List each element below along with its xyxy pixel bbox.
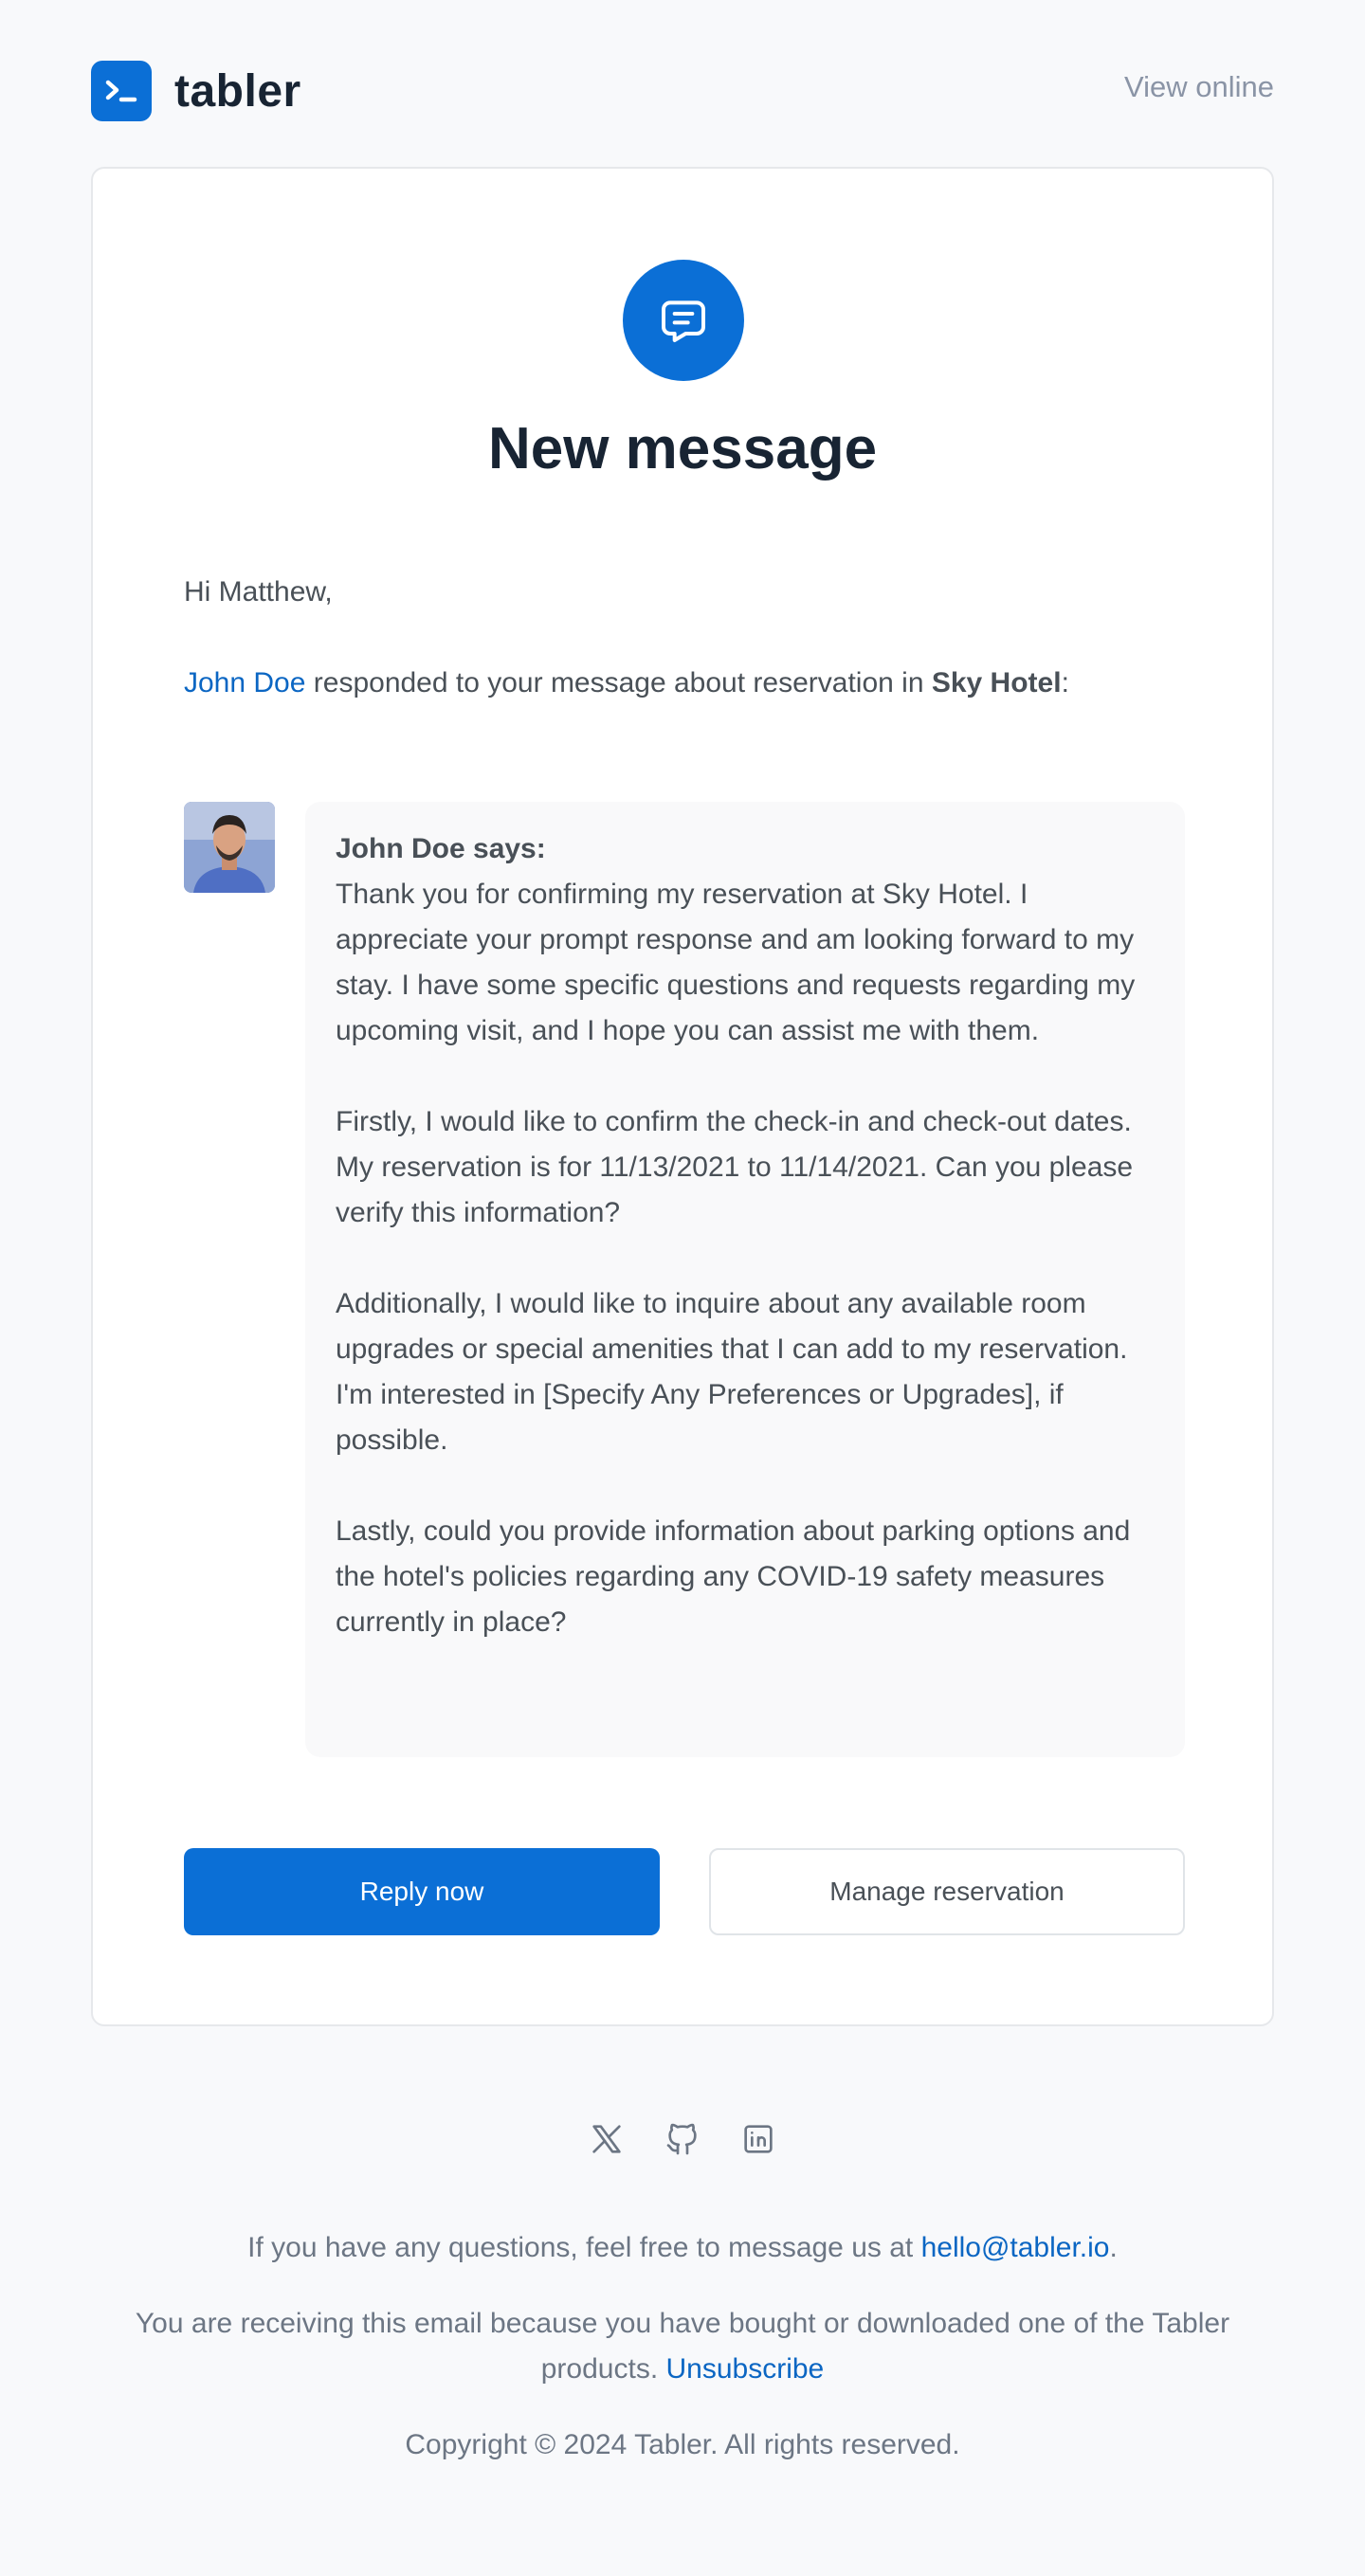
- message-card: [91, 167, 1274, 2026]
- copyright: Copyright © 2024 Tabler. All rights reserved.: [405, 2429, 960, 2460]
- social-links: [91, 2119, 1274, 2159]
- footer-questions: [91, 2225, 1274, 2271]
- tabler-logo-icon: [91, 61, 152, 121]
- message-paragraph: Lastly, could you provide information about parking options and the hotel's policies regarding any COVID-19 safety measures currently in place?: [336, 1515, 1131, 1638]
- reply-now-button[interactable]: Reply now: [184, 1848, 660, 1935]
- x-icon[interactable]: [587, 2119, 627, 2159]
- support-email-link[interactable]: hello@tabler.io: [920, 2232, 1110, 2263]
- message-paragraph: Thank you for confirming my reservation at Sky Hotel. I appreciate your prompt response and am looking forward to my stay. I have some specific questions and requests regarding my upcoming visit, and I hope you can assist me with them.: [336, 879, 1136, 1046]
- message-paragraph: Firstly, I would like to confirm the check-in and check-out dates. My reservation is for 11/13/2021 to 11/14/2021. Can you please verify this information?: [336, 1106, 1134, 1228]
- view-online-link[interactable]: View online: [1124, 70, 1274, 103]
- unsubscribe-link[interactable]: Unsubscribe: [665, 2353, 825, 2385]
- manage-reservation-button[interactable]: Manage reservation: [709, 1848, 1185, 1935]
- notification-text: [184, 667, 1069, 699]
- brand-logo[interactable]: [91, 61, 301, 121]
- message-author: John Doe says:: [336, 833, 546, 864]
- receiving-text: You are receiving this email because you have bought or downloaded one of the Tabler products.: [135, 2308, 1230, 2385]
- github-icon[interactable]: [663, 2119, 702, 2159]
- email-container: [91, 0, 1274, 2460]
- email-header: [91, 0, 1274, 167]
- linkedin-icon[interactable]: [738, 2119, 778, 2159]
- greeting: Hi Matthew,: [184, 576, 333, 608]
- sender-link[interactable]: John Doe: [184, 667, 306, 698]
- hotel-name: Sky Hotel: [931, 667, 1062, 698]
- brand-name: tabler: [174, 65, 301, 117]
- lead-end-text: :: [1061, 667, 1069, 698]
- lead-middle-text: responded to your message about reservation in: [305, 667, 932, 698]
- questions-text: If you have any questions, feel free to message us at: [247, 2232, 921, 2263]
- avatar: [184, 802, 275, 893]
- message-paragraph: Additionally, I would like to inquire about any available room upgrades or special amenities that I can add to my reservation. I'm interested in [Specify Any Preferences or Upgrades], if possible.: [336, 1288, 1128, 1456]
- message-bubble: [305, 802, 1185, 1757]
- message-icon: [623, 260, 744, 381]
- questions-suffix: .: [1109, 2232, 1118, 2263]
- footer-receiving: [91, 2301, 1274, 2392]
- page-title: New message: [487, 416, 878, 481]
